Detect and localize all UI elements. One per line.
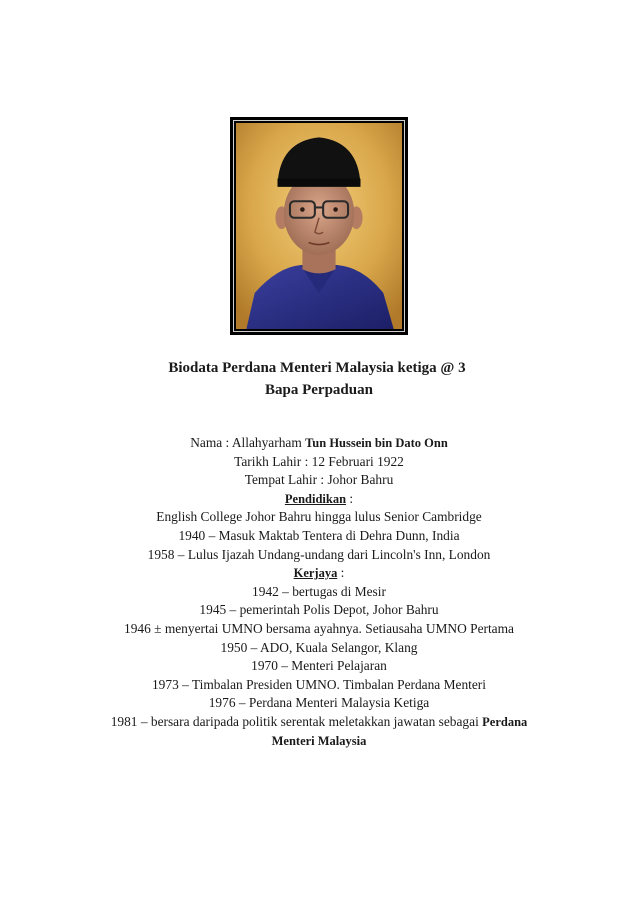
kerjaya-item: 1976 – Perdana Menteri Malaysia Ketiga [208, 695, 430, 711]
pendidikan-item: 1940 – Masuk Maktab Tentera di Dehra Dunn, India [178, 527, 460, 543]
pendidikan-heading: Pendidikan [284, 491, 347, 506]
biodata [0, 434, 638, 750]
portrait-image [236, 123, 402, 329]
pendidikan-colon: : [346, 490, 354, 506]
pendidikan-heading-line [0, 490, 638, 509]
kerjaya-colon: : [337, 565, 345, 581]
kerjaya-item: 1945 – pemerintah Polis Depot, Johor Bahru [199, 602, 439, 618]
kerjaya-item: 1973 – Timbalan Presiden UMNO. Timbalan Perdana Menteri [151, 676, 486, 692]
portrait-frame [230, 117, 408, 335]
kerjaya-heading: Kerjaya [293, 566, 338, 581]
last-line-text: 1981 – bersara daripada politik serentak meletakkan jawatan sebagai [110, 713, 483, 729]
kerjaya-item-last [0, 713, 638, 732]
pendidikan-item: 1958 – Lulus Ijazah Undang-undang dari Lincoln's Inn, London [147, 546, 491, 562]
kerjaya-item: 1946 ± menyertai UMNO bersama ayahnya. Setiausaha UMNO Pertama [124, 620, 514, 636]
last-line-bold: Perdana [482, 714, 528, 729]
kerjaya-item: 1970 – Menteri Pelajaran [251, 658, 387, 674]
tempat-lahir: Tempat Lahir : Johor Bahru [244, 472, 394, 488]
tarikh-lahir: Tarikh Lahir : 12 Februari 1922 [234, 453, 404, 469]
kerjaya-heading-line [0, 564, 638, 583]
title-line-2: Bapa Perpaduan [265, 382, 373, 398]
title-line-1: Biodata Perdana Menteri Malaysia ketiga @ 3 [168, 360, 466, 376]
nama-line [0, 434, 638, 453]
last-line-bold-2: Menteri Malaysia [271, 733, 367, 748]
nama-value: Tun Hussein bin Dato Onn [305, 436, 448, 450]
kerjaya-item: 1942 – bertugas di Mesir [252, 583, 386, 599]
kerjaya-item: 1950 – ADO, Kuala Selangor, Klang [220, 639, 418, 655]
last-line-continuation [0, 732, 638, 751]
portrait-border [233, 120, 405, 332]
pendidikan-item: English College Johor Bahru hingga lulus Senior Cambridge [156, 509, 482, 525]
page-title [0, 357, 638, 401]
nama-label: Nama : Allahyarham [190, 435, 306, 450]
